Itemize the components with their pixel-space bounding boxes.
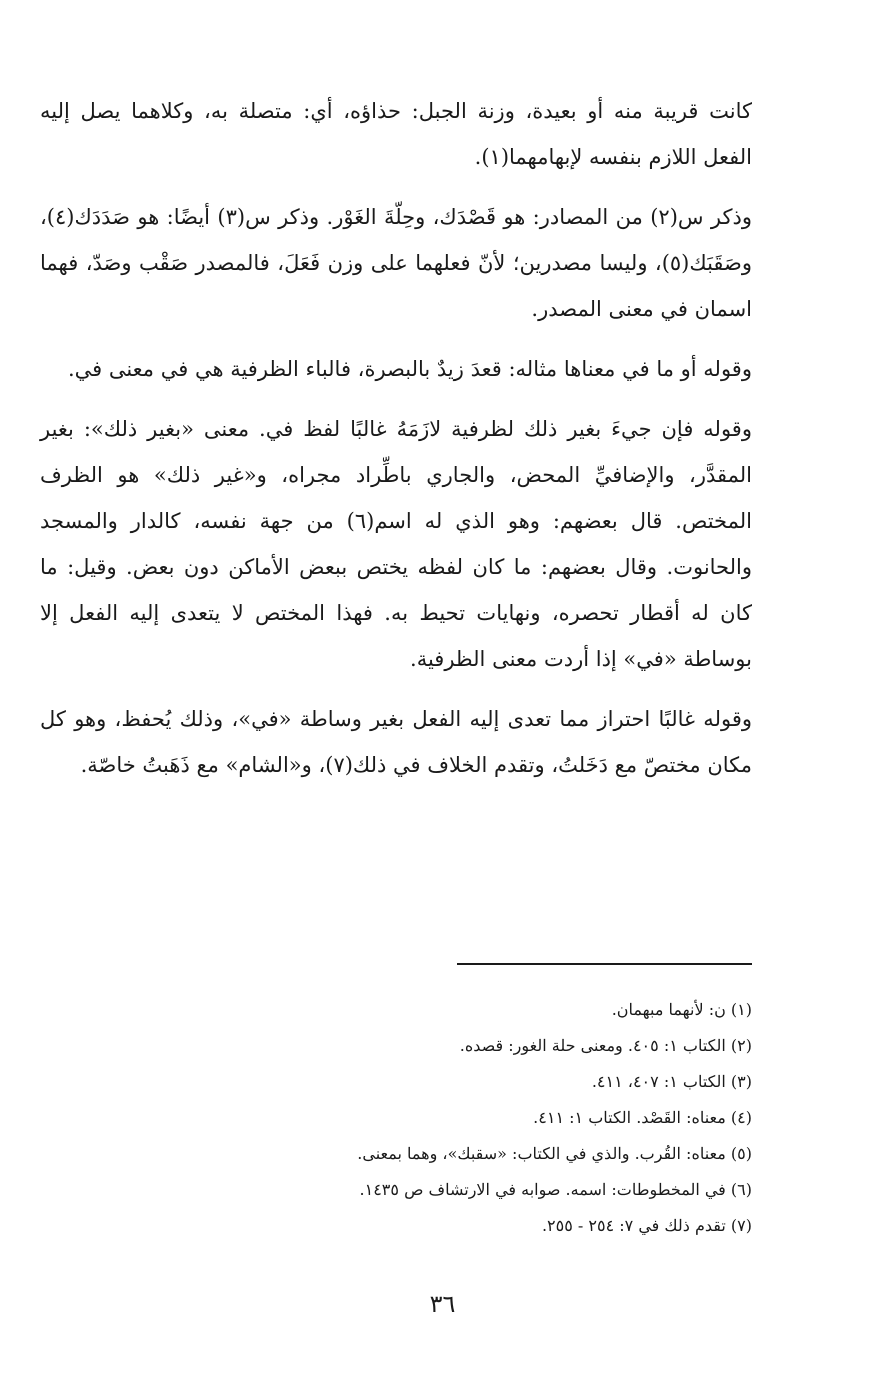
footnote-separator xyxy=(457,963,752,965)
footnote-item: (٢) الكتاب ١: ٤٠٥. ومعنى حلة الغور: قصده. xyxy=(459,1036,752,1055)
footnote-item: (١) ن: لأنهما مبهمان. xyxy=(611,1000,752,1019)
main-text xyxy=(40,88,752,802)
footnote-item: (٥) معناه: القُرب. والذي في الكتاب: «سقبك»، وهما بمعنى. xyxy=(357,1144,752,1163)
paragraph: وقوله غالبًا احتراز مما تعدى إليه الفعل بغير وساطة «في»، وذلك يُحفظ، وهو كل مكان مختصّ مع دَخَلتُ، وتقدم الخلاف في ذلك(٧)، و«الشام» مع ذَهَبتُ خاصّة. xyxy=(40,707,752,777)
paragraph: وقوله أو ما في معناها مثاله: قعدَ زيدٌ بالبصرة، فالباء الظرفية هي في معنى في. xyxy=(67,357,752,381)
footnote-item: (٣) الكتاب ١: ٤٠٧، ٤١١. xyxy=(591,1072,752,1091)
footnote-item: (٦) في المخطوطات: اسمه. صوابه في الارتشاف ص ١٤٣٥. xyxy=(359,1180,752,1199)
page-number: ٣٦ xyxy=(429,1290,456,1318)
paragraph: كانت قريبة منه أو بعيدة، وزنة الجبل: حذاؤه، أي: متصلة به، وكلاهما يصل إليه الفعل اللازم بنفسه لإبهامهما(١). xyxy=(40,99,752,169)
paragraph: وقوله فإن جيءَ بغير ذلك لظرفية لازَمَهُ غالبًا لفظ في. معنى «بغير ذلك»: بغير المقدَّر، والإضافيِّ المحض، والجاري باطِّراد مجراه، و«غير ذلك» هو الظرف المختص. قال بعضهم: وهو الذي له اسم(٦) من جهة نفسه، كالدار والمسجد والحانوت. وقال بعضهم: ما كان لفظه يختص ببعض الأماكن دون بعض. وقيل: ما كان له أقطار تحصره، ونهايات تحيط به. فهذا المختص لا يتعدى إليه الفعل إلا بوساطة «في» إذا أردت معنى الظرفية. xyxy=(40,417,752,671)
footnote-item: (٤) معناه: القَصْد. الكتاب ١: ٤١١. xyxy=(533,1108,752,1127)
footnotes xyxy=(200,992,752,1244)
footnote-item: (٧) تقدم ذلك في ٧: ٢٥٤ - ٢٥٥. xyxy=(541,1216,752,1235)
paragraph: وذكر س(٢) من المصادر: هو قَصْدَك، وحِلّةَ الغَوْر. وذكر س(٣) أيضًا: هو صَدَدَك(٤)، وصَقَبَك(٥)، وليسا مصدرين؛ لأنّ فعلهما على وزن فَعَلَ، فالمصدر صَقْب وصَدّ، فهما اسمان في معنى المصدر. xyxy=(40,205,752,321)
